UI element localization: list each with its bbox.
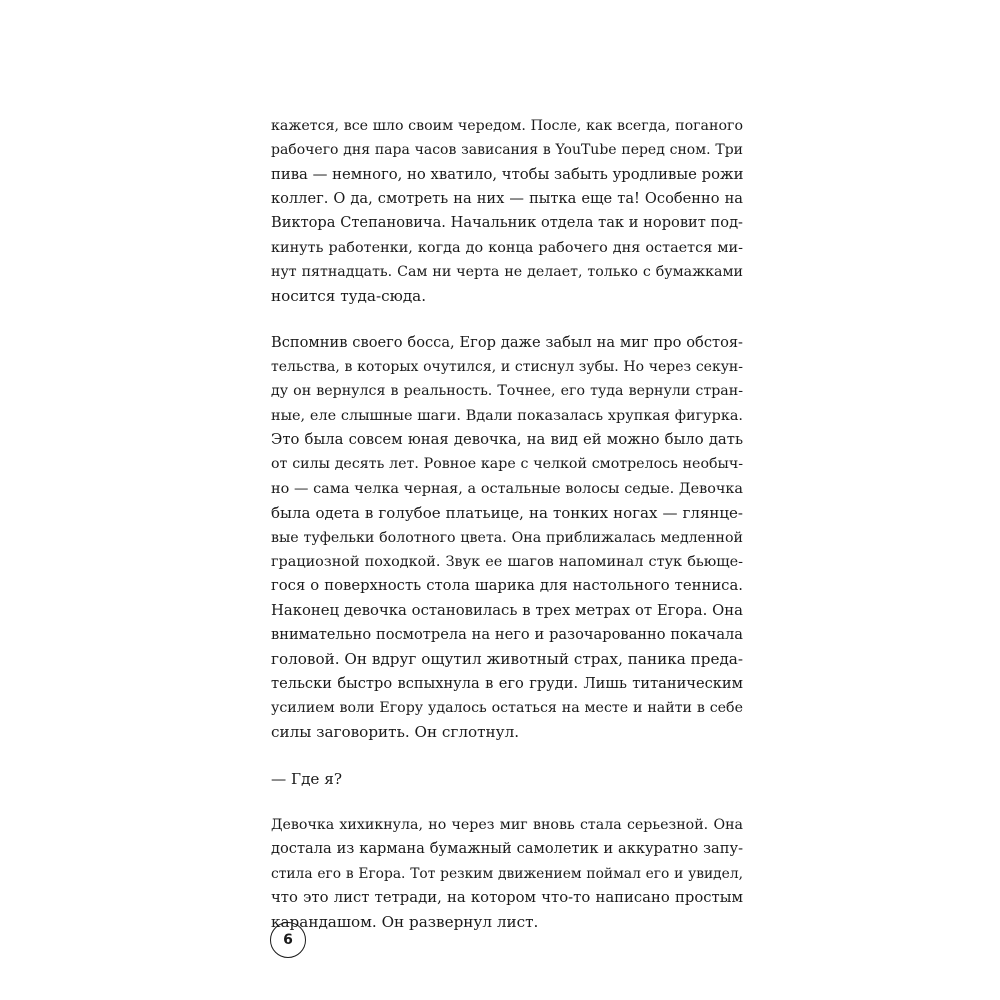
text-line: пива — немного, но хватило, чтобы забыть уродливые рожи <box>271 165 744 183</box>
text-line: ные, еле слышные шаги. Вдали показалась хрупкая фигурка. <box>271 407 743 424</box>
text-line: головой. Он вдруг ощутил животный страх, паника преда- <box>271 650 743 669</box>
text-line: усилием воли Егору удалось остаться на месте и найти в себе <box>271 699 743 716</box>
text-line: Виктора Степановича. Начальник отдела так и норовит под- <box>271 214 743 232</box>
text-line: тельства, в которых очутился, и стиснул зубы. Но через секун- <box>271 359 743 376</box>
text-line: но — сама челка черная, а остальные волосы седые. Девочка <box>271 480 743 497</box>
text-line: коллег. О да, смотреть на них — пытка еще та! Особенно на <box>271 190 743 208</box>
text-line: кажется, все шло своим чередом. После, как всегда, поганого <box>271 118 743 134</box>
text-line: нут пятнадцать. Сам ни черта не делает, только с бумажками <box>271 264 743 281</box>
paragraph-gap <box>271 745 743 767</box>
text-line: грациозной походкой. Звук ее шагов напоминал стук бьюще- <box>271 553 743 570</box>
text-line: ду он вернулся в реальность. Точнее, его туда вернули стран- <box>271 383 743 400</box>
paragraph-gap <box>271 791 743 813</box>
text-line: вые туфельки болотного цвета. Она приближалась медленной <box>271 529 743 546</box>
text-line: что это лист тетради, на котором что-то написано простым <box>271 888 743 906</box>
text-line: Девочка хихикнула, но через миг вновь стала серьезной. Она <box>271 816 743 833</box>
paragraph <box>271 331 743 745</box>
text-line: кинуть работенки, когда до конца рабочего дня остается ми- <box>271 239 743 256</box>
text-line: — Где я? <box>271 769 342 788</box>
body-text <box>271 114 743 935</box>
text-line: достала из кармана бумажный самолетик и аккуратно запу- <box>271 840 743 858</box>
text-line: Это была совсем юная девочка, на вид ей можно было дать <box>271 431 743 449</box>
text-line: гося о поверхность стола шарика для настольного тенниса. <box>271 577 743 595</box>
text-line: карандашом. Он развернул лист. <box>271 913 539 932</box>
paragraph <box>271 114 743 309</box>
text-line: была одета в голубое платьице, на тонких ногах — глянце- <box>271 504 743 523</box>
text-line: носится туда-сюда. <box>271 287 427 306</box>
text-line: внимательно посмотрела на него и разочарованно покачала <box>271 625 743 643</box>
text-line: Вспомнив своего босса, Егор даже забыл на миг про обстоя- <box>271 333 743 351</box>
text-line: стила его в Егора. Тот резким движением поймал его и увидел, <box>271 865 743 882</box>
paragraph-gap <box>271 309 743 331</box>
text-line: тельски быстро вспыхнула в его груди. Лишь титаническим <box>271 674 743 692</box>
page-number: 6 <box>270 922 306 958</box>
paragraph <box>271 767 743 791</box>
text-line: силы заговорить. Он сглотнул. <box>271 723 520 742</box>
text-line: Наконец девочка остановилась в трех метрах от Егора. Она <box>271 601 743 619</box>
text-line: рабочего дня пара часов зависания в YouTube перед сном. Три <box>271 142 743 159</box>
text-line: от силы десять лет. Ровное каре с челкой смотрелось необыч- <box>271 456 743 473</box>
paragraph <box>271 813 743 935</box>
